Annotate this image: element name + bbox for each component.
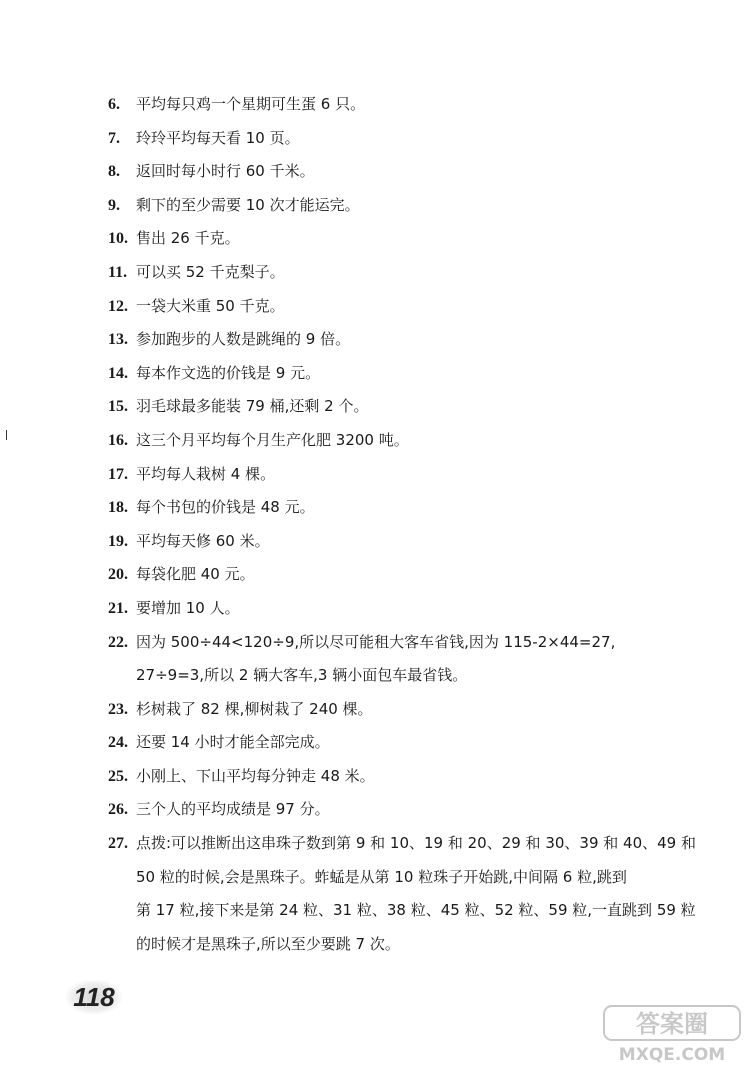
answer-item (108, 357, 708, 391)
answer-number: 10. (108, 230, 128, 248)
answer-text: 杉树栽了 82 棵,柳树栽了 240 棵。 (136, 699, 373, 718)
answer-item (108, 222, 708, 256)
answer-item (108, 424, 708, 458)
answer-text: 一袋大米重 50 千克。 (136, 296, 285, 315)
answer-text: 参加跑步的人数是跳绳的 9 倍。 (136, 330, 351, 349)
answer-number: 19. (108, 532, 128, 550)
answer-text: 三个人的平均成绩是 97 分。 (136, 800, 330, 819)
answer-text: 平均每只鸡一个星期可生蛋 6 只。 (136, 95, 366, 113)
answer-text: 小刚上、下山平均每分钟走 48 米。 (136, 766, 375, 785)
answer-number: 22. (108, 633, 128, 651)
answer-number: 11. (108, 263, 128, 281)
answer-number: 26. (108, 801, 128, 819)
answer-text: 售出 26 千克。 (136, 229, 240, 248)
answer-text: 每个书包的价钱是 48 元。 (136, 498, 315, 517)
answer-item (108, 122, 708, 156)
answer-item (108, 726, 708, 760)
answer-number: 27. (108, 835, 128, 853)
watermark-icon (602, 1004, 742, 1064)
watermark-url-text: MXQE.COM (618, 1045, 726, 1064)
answer-item (108, 592, 708, 626)
answer-item (108, 626, 708, 693)
answer-number: 9. (108, 196, 120, 214)
answer-item (108, 793, 708, 827)
answer-item (108, 525, 708, 559)
answer-item (108, 693, 708, 727)
answer-text: 可以买 52 千克梨子。 (136, 262, 285, 281)
answer-number: 6. (108, 96, 120, 113)
answer-text: 玲玲平均每天看 10 页。 (136, 128, 300, 147)
answer-number: 24. (108, 734, 128, 752)
answer-item (108, 323, 708, 357)
answer-text: 因为 500÷44<120÷9,所以尽可能租大客车省钱,因为 115-2×44=27, 27÷9=3,所以 2 辆大客车,3 辆小面包车最省钱。 (136, 632, 616, 685)
answer-number: 7. (108, 129, 120, 147)
answer-item (108, 189, 708, 223)
answer-number: 17. (108, 465, 128, 483)
answer-item (108, 827, 708, 961)
answer-number: 15. (108, 398, 128, 416)
answer-item (108, 760, 708, 794)
answer-number: 13. (108, 331, 128, 349)
answer-number: 12. (108, 297, 128, 315)
answer-number: 14. (108, 364, 128, 382)
margin-tick-mark (6, 430, 7, 440)
answer-number: 25. (108, 767, 128, 785)
answer-text: 平均每天修 60 米。 (136, 531, 270, 550)
watermark-logo (592, 1002, 742, 1064)
answer-item (108, 390, 708, 424)
answer-item (108, 155, 708, 189)
answer-item (108, 290, 708, 324)
answer-number: 18. (108, 499, 128, 517)
answer-text: 这三个月平均每个月生产化肥 3200 吨。 (136, 430, 409, 449)
answer-number: 20. (108, 566, 128, 584)
page-number: 118 (66, 980, 122, 1014)
answer-item (108, 458, 708, 492)
answer-item (108, 491, 708, 525)
answer-text: 还要 14 小时才能全部完成。 (136, 733, 330, 752)
answer-text: 每本作文选的价钱是 9 元。 (136, 363, 321, 382)
answer-number: 21. (108, 599, 128, 617)
answer-text: 每袋化肥 40 元。 (136, 565, 255, 584)
watermark-cn-text: 答案圈 (636, 1010, 708, 1038)
answer-text: 要增加 10 人。 (136, 598, 240, 617)
answer-text: 平均每人栽树 4 棵。 (136, 464, 276, 483)
answer-number: 23. (108, 700, 128, 718)
answer-item (108, 88, 708, 122)
answer-text: 返回时每小时行 60 千米。 (136, 162, 315, 181)
answer-text: 点拨:可以推断出这串珠子数到第 9 和 10、19 和 20、29 和 30、39 和 40、49 和 50 粒的时候,会是黑珠子。蚱蜢是从第 10 粒珠子开始跳,中间隔 6 粒,跳到 第 17 粒,接下来是第 24 粒、31 粒、38 粒、45 粒、52 粒、59 粒,一直跳到 59 粒 的时候才是黑珠子,所以至少要跳 7 次。 (136, 834, 696, 953)
answer-item (108, 558, 708, 592)
answer-text: 羽毛球最多能装 79 桶,还剩 2 个。 (136, 397, 369, 416)
answer-number: 8. (108, 163, 120, 181)
answer-text: 剩下的至少需要 10 次才能运完。 (136, 195, 360, 214)
answer-list (108, 88, 708, 961)
answer-number: 16. (108, 431, 128, 449)
answer-item (108, 256, 708, 290)
